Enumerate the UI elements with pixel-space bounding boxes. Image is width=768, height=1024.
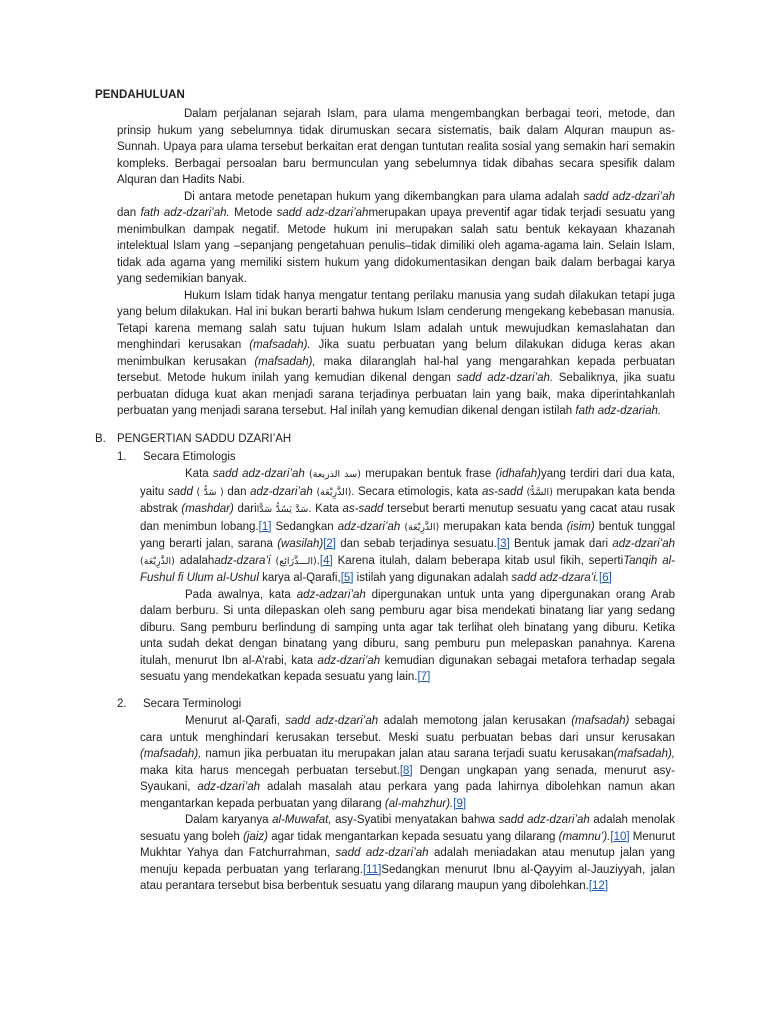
footnote-link-8[interactable]: [8] (399, 764, 413, 777)
terminology-paragraph-1: Menurut al-Qarafi, sadd adz-dzari’ah adalah memotong jalan kerusakan (mafsadah) sebagai cara untuk menghindari kerusakan tersebut. Meski suatu perbuatan bebas dari unsur kerusakan (mafsadah), namun jika perbuatan itu merupakan jalan atau sarana terjadi suatu kerusakan(mafsadah), maka kita harus mencegah perbuatan tersebut.[8] Dengan ungkapan yang senada, menurut asy-Syaukani, adz-dzari’ah adalah masalah atau perkara yang pada lahirnya dibolehkan namun akan mengantarkan kepada perbuatan yang dilarang (al-mahzhur).[9] (140, 715, 676, 810)
section-title: PENGERTIAN SADDU DZARI’AH (117, 433, 292, 445)
terminology-paragraph-2: Dalam karyanya al-Muwafat, asy-Syatibi menyatakan bahwa sadd adz-dzari’ah adalah menolak sesuatu yang boleh (jaiz) agar tidak mengantarkan kepada sesuatu yang dilarang (mamnu’).[10] Menurut Mukhtar Yahya dan Fatchurrahman, sadd adz-dzari’ah adalah meniadakan atau menutup jalan yang menuju kepada perbuatan yang terlarang.[11]Sedangkan menurut Ibnu al-Qayyim al-Jauziyyah, jalan atau perantara tersebut bisa berbentuk sesuatu yang dilarang maupun yang dibolehkan.[12] (140, 814, 676, 892)
subsection-2-body (140, 713, 675, 895)
footnote-link-4[interactable]: [4] (319, 554, 333, 567)
subsection-1-title: Secara Etimologis (143, 451, 236, 463)
footnote-link-2[interactable]: [2] (323, 538, 337, 550)
footnote-link-12[interactable]: [12] (588, 880, 609, 892)
footnote-link-3[interactable]: [3] (496, 538, 510, 550)
footnote-link-6[interactable]: [6] (599, 572, 612, 584)
etymology-paragraph-2: Pada awalnya, kata adz-adzari’ah dipergunakan untuk unta yang dipergunakan orang Arab dalam berburu. Si unta dilepaskan oleh sang pemburu agar bisa mendekati binatang liar yang sedang diburu. Sang pemburu berlindung di samping unta agar tak terlihat oleh binatang yang diburu. Ketika unta sudah dekat dengan binatang yang diburu, sang pemburu pun melepaskan panahnya. Karena itulah, menurut Ibn al-A’rabi, kata adz-dzari’ah kemudian digunakan sebagai metafora terhadap segala sesuatu yang mendekatkan kepada sesuatu yang lain.[7] (140, 588, 675, 683)
subsection-1-number: 1. (117, 451, 127, 463)
intro-paragraph-2: Di antara metode penetapan hukum yang dikembangkan para ulama adalah sadd adz-dzari’ah dan fath adz-dzari’ah. Metode sadd adz-dzari’ahmerupakan upaya preventif agar tidak terjadi sesuatu yang menimbulkan dampak negatif. Metode hukum ini merupakan salah satu bentuk kekayaan khazanah intelektual Islam yang –sepanjang pengetahuan penulis–tidak dimiliki oleh agama-agama lain. Selain Islam, tidak ada agama yang memiliki sistem hukum yang didokumentasikan dengan baik dalam berbagai karya yang sedemikian banyak. (117, 190, 676, 285)
section-label: B. (95, 433, 106, 445)
intro-paragraph-3: Hukum Islam tidak hanya mengatur tentang perilaku manusia yang sudah dilakukan tetapi juga yang belum dilakukan. Hal ini bukan berarti bahwa hukum Islam cenderung mengekang kebebasan manusia. Tetapi karena memang salah satu tujuan hukum Islam adalah untuk mewujudkan kemaslahatan dan menghindari kerusakan (mafsadah). Jika suatu perbuatan yang belum dilakukan diduga keras akan menimbulkan kerusakan (mafsadah), maka dilaranglah hal-hal yang mengarahkan kepada perbuatan tersebut. Metode hukum inilah yang kemudian dikenal dengan sadd adz-dzari’ah. Sebaliknya, jika suatu perbuatan diduga kuat akan menjadi sarana terjadinya perbuatan lain yang baik, maka diperintahkanlah perbuatan yang menjadi sarana tersebut. Hal inilah yang kemudian dikenal dengan istilah fath adz-dzariah. (117, 289, 676, 417)
section-heading-pendahuluan: PENDAHULUAN (95, 89, 185, 101)
etymology-paragraph-1: Kata sadd adz-dzari’ah (سد الذريعة) merupakan bentuk frase (idhafah)yang terdiri dari dua kata, yaitu sadd ( سَدُّ ) dan adz-dzari’ah (الذَّرِيْعَة). Secara etimologis, kata as-sadd (السَّدُّ) merupakan kata benda abstrak (mashdar) dariسَدَّ يَسُدُّ سَدًّا. Kata as-sadd tersebut berarti menutup sesuatu yang cacat atau rusak dan menimbun lobang.[1] Sedangkan adz-dzari’ah (الذَّرِيْعَة) merupakan kata benda (isim) bentuk tunggal yang berarti jalan, sarana (wasilah)[2] dan sebab terjadinya sesuatu.[3] Bentuk jamak dari adz-dzari’ah (الذَّرِيْعَة) adalahadz-dzara’i (الـــذَّرَائِع).[4] Karena itulah, dalam beberapa kitab usul fikih, sepertiTanqih al-Fushul fi Ulum al-Ushul karya al-Qarafi,[5] istilah yang digunakan adalah sadd adz-dzara’i.[6] (140, 468, 676, 584)
footnote-link-7[interactable]: [7] (417, 671, 431, 683)
footnote-link-11[interactable]: [11] (362, 863, 382, 876)
footnote-link-5[interactable]: [5] (340, 572, 354, 584)
footnote-link-10[interactable]: [10] (610, 830, 630, 843)
intro-block (117, 106, 675, 420)
subsection-2-number: 2. (117, 698, 127, 710)
section-heading-b (95, 433, 291, 445)
footnote-link-9[interactable]: [9] (453, 797, 467, 810)
intro-paragraph-1: Dalam perjalanan sejarah Islam, para ulama mengembangkan berbagai teori, metode, dan prinsip hukum yang sebelumnya tidak dirumuskan secara sistematis, baik dalam Alquran maupun as-Sunnah. Upaya para ulama tersebut berkaitan erat dengan tuntutan realita sosial yang semakin hari semakin kompleks. Berbagai persoalan baru bermunculan yang sebelumnya tidak dibahas secara spesifik dalam Alquran dan Hadits Nabi. (117, 108, 675, 186)
subsection-2-title: Secara Terminologi (143, 698, 242, 710)
subsection-1-heading (117, 451, 236, 463)
subsection-2-heading (117, 698, 241, 710)
footnote-link-1[interactable]: [1] (258, 520, 272, 533)
subsection-1-body (140, 466, 675, 686)
